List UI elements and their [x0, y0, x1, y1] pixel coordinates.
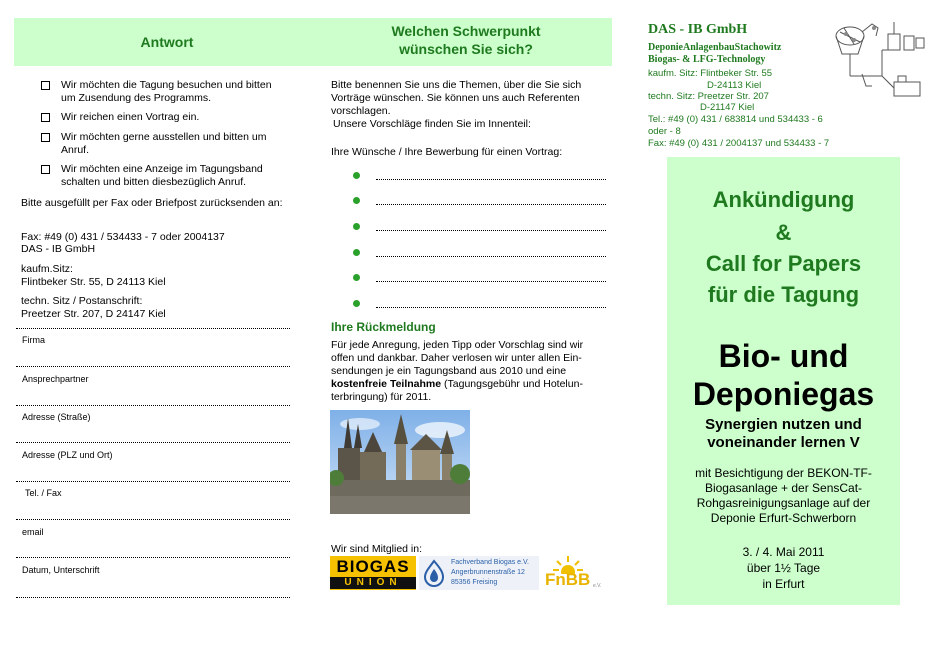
field-contact-label: Ansprechpartner — [22, 374, 89, 384]
fax-company: DAS - IB GmbH — [21, 243, 96, 255]
checkbox-lecture-label: Wir reichen einen Vortrag ein. — [61, 111, 200, 123]
checkbox-ad[interactable] — [41, 165, 50, 174]
field-firma-label: Firma — [22, 335, 45, 345]
intro-paragraph: Bitte benennen Sie uns die Themen, über die Sie sich Vorträge wünschen. Sie können uns auch Referenten vorschlagen. — [331, 79, 582, 117]
company-kaufm-city: D-24113 Kiel — [707, 80, 762, 91]
biogas-logo-union: UNION — [344, 577, 402, 588]
event-desc-2: Biogasanlage + der SensCat- — [704, 481, 863, 495]
wish-bullet-4 — [353, 249, 360, 256]
wish-line-6[interactable] — [376, 307, 606, 308]
field-date-label: Datum, Unterschrift — [22, 565, 100, 575]
event-subtitle-1: Synergien nutzen und — [705, 416, 862, 433]
fnbb-logo[interactable] — [543, 556, 603, 592]
wish-bullet-3 — [353, 223, 360, 230]
event-date: 3. / 4. Mai 2011 — [742, 545, 825, 559]
field-contact-input[interactable] — [16, 405, 290, 406]
company-techn-city: D-21147 Kiel — [700, 102, 755, 113]
field-date-input[interactable] — [16, 597, 290, 598]
erfurt-cathedral-photo — [330, 410, 470, 514]
feedback-text-b: (Tagungsgebühr und Hotelun- terbringung) für 2011. — [331, 378, 583, 403]
techn-address: Preetzer Str. 207, D 24147 Kiel — [21, 308, 166, 320]
announcement-title-1: Ankündigung — [712, 187, 855, 212]
checkbox-visit[interactable] — [41, 81, 50, 90]
checkbox-exhibit[interactable] — [41, 133, 50, 142]
wish-bullet-2 — [353, 197, 360, 204]
field-city-input[interactable] — [16, 481, 290, 482]
fachverband-line3: 85356 Freising — [451, 579, 498, 586]
wish-line-5[interactable] — [376, 281, 606, 282]
event-desc-3: Rohgasreinigungsanlage auf der — [696, 496, 871, 510]
company-tel: Tel.: #49 (0) 431 / 683814 und 534433 - 6 — [648, 114, 823, 125]
fachverband-biogas-logo[interactable] — [419, 556, 539, 590]
field-phone-input[interactable] — [16, 519, 290, 520]
event-title-1: Bio- und — [718, 338, 849, 374]
feedback-text — [331, 339, 609, 404]
kaufm-address: Flintbeker Str. 55, D 24113 Kiel — [21, 276, 166, 288]
form-line-top — [16, 328, 290, 329]
field-city-label: Adresse (PLZ und Ort) — [22, 450, 113, 460]
feedback-title: Ihre Rückmeldung — [331, 320, 436, 334]
biogas-logo-top: BIOGAS — [336, 557, 410, 576]
company-sub2: Biogas- & LFG-Technology — [648, 54, 766, 65]
event-duration: über 1½ Tage — [746, 561, 821, 575]
biogas-union-logo[interactable] — [330, 556, 416, 590]
event-title-2: Deponiegas — [692, 376, 875, 412]
announcement-title-3: Call for Papers — [705, 251, 862, 276]
wishes-label: Ihre Wünsche / Ihre Bewerbung für einen Vortrag: — [331, 146, 563, 158]
company-tel2: oder - 8 — [648, 126, 681, 137]
checkbox-lecture[interactable] — [41, 113, 50, 122]
schwerpunkt-title-2: wünschen Sie sich? — [399, 41, 533, 57]
wish-bullet-6 — [353, 300, 360, 307]
field-firma-input[interactable] — [16, 366, 290, 367]
field-phone-label: Tel. / Fax — [25, 488, 62, 498]
company-kaufm: kaufm. Sitz: Flintbeker Str. 55 — [648, 68, 773, 79]
fax-intro: Bitte ausgefüllt per Fax oder Briefpost zurücksenden an: — [21, 197, 283, 209]
member-label: Wir sind Mitglied in: — [331, 543, 423, 555]
antwort-title: Antwort — [140, 34, 194, 50]
event-location: in Erfurt — [762, 577, 805, 591]
intro-suggestions: Unsere Vorschläge finden Sie im Innenteil: — [333, 118, 531, 130]
event-desc-1: mit Besichtigung der BEKON-TF- — [695, 466, 872, 480]
feedback-text-a: Für jede Anregung, jeden Tipp oder Vorschlag sind wir offen und dankbar. Daher verlosen wir unter allen Ein- sendungen je ein Tagungsband aus 2010 und eine — [331, 339, 584, 377]
event-subtitle-2: voneinander lernen V — [707, 434, 860, 451]
checkbox-exhibit-label: Wir möchten gerne ausstellen und bitten um Anruf. — [61, 131, 267, 156]
company-techn: techn. Sitz: Preetzer Str. 207 — [648, 91, 769, 102]
techn-label: techn. Sitz / Postanschrift: — [21, 295, 143, 307]
fachverband-line2: Angerbrunnenstraße 12 — [451, 569, 525, 576]
company-sub1: DeponieAnlagenbauStachowitz — [648, 42, 782, 53]
announcement-title-2: & — [775, 220, 792, 245]
fnbb-ev: e.V. — [593, 583, 602, 589]
company-name: DAS - IB GmbH — [648, 22, 748, 37]
checkbox-ad-label: Wir möchten eine Anzeige im Tagungsband schalten und bitten diesbezüglich Anruf. — [61, 163, 263, 188]
schwerpunkt-title-1: Welchen Schwerpunkt — [391, 23, 541, 39]
fax-number: Fax: #49 (0) 431 / 534433 - 7 oder 2004137 — [21, 231, 225, 243]
wish-bullet-1 — [353, 172, 360, 179]
field-email-input[interactable] — [16, 557, 290, 558]
feedback-bold: kostenfreie Teilnahme — [331, 378, 442, 390]
company-fax: Fax: #49 (0) 431 / 2004137 und 534433 - 7 — [648, 138, 830, 149]
checkbox-visit-label: Wir möchten die Tagung besuchen und bitten um Zusendung des Programms. — [61, 79, 272, 104]
fachverband-flame-icon — [421, 559, 447, 587]
fachverband-line1: Fachverband Biogas e.V. — [451, 559, 529, 566]
wish-line-3[interactable] — [376, 230, 606, 231]
fnbb-text: FnBB — [545, 570, 591, 589]
kaufm-label: kaufm.Sitz: — [21, 263, 73, 275]
wish-line-1[interactable] — [376, 179, 606, 180]
field-street-input[interactable] — [16, 442, 290, 443]
wish-line-2[interactable] — [376, 204, 606, 205]
announcement-title-4: für die Tagung — [707, 282, 860, 307]
field-email-label: email — [22, 527, 44, 537]
wish-line-4[interactable] — [376, 256, 606, 257]
wish-bullet-5 — [353, 274, 360, 281]
plant-schematic-illustration — [832, 14, 928, 104]
event-desc-4: Deponie Erfurt-Schwerborn — [710, 511, 857, 525]
field-street-label: Adresse (Straße) — [22, 412, 91, 422]
